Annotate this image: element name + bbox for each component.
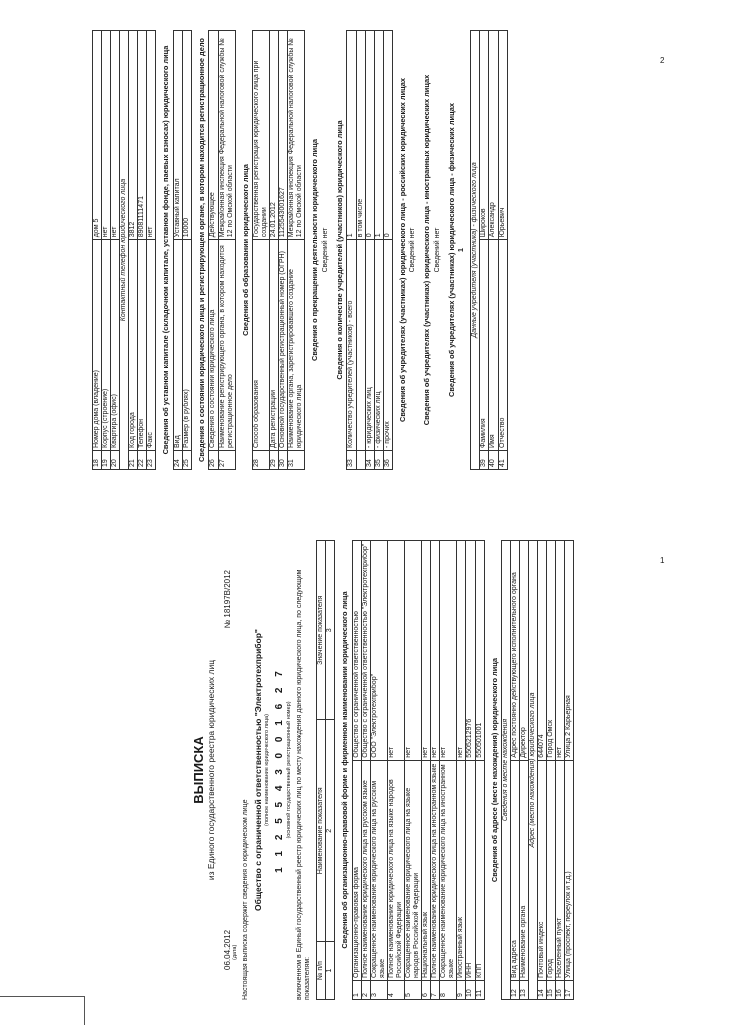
row-number: 3	[370, 981, 387, 1000]
row-value: нет	[422, 541, 431, 761]
row-name: Иностранный язык	[457, 760, 466, 980]
table-row	[370, 541, 387, 1000]
row-number: 25	[182, 451, 191, 470]
table-row	[457, 541, 466, 1000]
row-number: 20	[111, 451, 120, 470]
table-row	[279, 31, 288, 470]
row-name: Полное наименование юридического лица на русском языке	[361, 760, 370, 980]
table-row	[347, 31, 356, 470]
table-row	[511, 541, 520, 1000]
row-name: Вид	[173, 240, 182, 451]
ogrn-caption: (основной государственный регистрационный номер)	[285, 701, 292, 839]
row-name: Имя	[489, 240, 498, 451]
row-name: Наименование органа	[520, 760, 529, 980]
section-title: Сведения об организационно-правовой форме и фирменном наименовании юридического лица	[340, 591, 350, 949]
row-name: Национальный язык	[422, 760, 431, 980]
row-number: 30	[279, 451, 288, 470]
row-value: нет	[457, 541, 466, 761]
subheader-text: Данные учредителя (участника) - физического лица	[471, 31, 480, 470]
row-value: 644074	[538, 541, 547, 761]
table-row	[405, 541, 422, 1000]
row-value: нет	[102, 31, 111, 240]
section-title: Сведения об учредителях (участниках) юридического лица - российских юридических лицах	[397, 78, 407, 423]
table-row	[431, 541, 440, 1000]
col-num-header: № п/п	[317, 942, 326, 1000]
row-number: 15	[547, 981, 556, 1000]
row-value: нет	[556, 541, 565, 761]
row-value: 0	[365, 31, 374, 240]
col-index-2: 2	[326, 720, 335, 942]
row-value: в том числе	[356, 31, 365, 240]
row-value: Действующее	[209, 31, 218, 240]
row-number: 36	[383, 451, 392, 470]
row-name: Населенный пункт	[556, 760, 565, 980]
page-number-right: 2	[660, 56, 665, 65]
row-value: нет	[111, 31, 120, 240]
row-value: 89081111471	[138, 31, 147, 240]
row-number: 10	[466, 981, 475, 1000]
table-row	[352, 541, 361, 1000]
issue-date: 06.04.2012	[222, 929, 232, 970]
col-name-header: Наименование показателя	[317, 720, 326, 942]
row-number: 21	[129, 451, 138, 470]
table-row	[374, 31, 383, 470]
row-number: 12	[511, 981, 520, 1000]
row-number: 29	[270, 451, 279, 470]
no-data-text: Сведений нет	[433, 227, 441, 273]
capital-table	[173, 30, 192, 470]
address-table-a	[501, 540, 574, 1000]
row-name: Сокращенное наименование юридического лица на русском языке	[370, 760, 387, 980]
table-row	[129, 31, 138, 470]
row-value: 550501001	[475, 541, 484, 761]
row-name: Корпус (строение)	[102, 240, 111, 451]
row-value: ООО "Электротехприбор"	[370, 541, 387, 761]
row-number: 11	[475, 981, 484, 1000]
row-name: Сведения о состоянии юридического лица	[209, 240, 218, 451]
row-name: Организационно-правовая форма	[352, 760, 361, 980]
section-title: Сведения о количестве учредителей (участников) юридического лица	[334, 120, 344, 380]
document-subtitle: из Единого государственного реестра юридических лиц	[205, 659, 216, 881]
row-number: 4	[388, 981, 405, 1000]
creation-table	[252, 30, 305, 470]
table-row	[218, 31, 235, 470]
row-name: Телефон	[138, 240, 147, 451]
row-value: Уставный капитал	[173, 31, 182, 240]
table-row	[270, 31, 279, 470]
section-title: Сведения о состоянии юридического лица и регистрирующем органе, в котором находится регистрационное дело	[196, 38, 206, 462]
table-row	[520, 541, 529, 1000]
row-number: 19	[102, 451, 111, 470]
row-value: Александр	[489, 31, 498, 240]
row-number: 22	[138, 451, 147, 470]
table-row	[173, 31, 182, 470]
row-number: 31	[288, 451, 305, 470]
row-value: нет	[147, 31, 156, 240]
page-corner-box	[0, 996, 85, 1025]
section-title: Сведения об адресе (месте нахождения) юридического лица	[489, 657, 499, 883]
column-header-table	[316, 540, 335, 1000]
row-name: Код города	[129, 240, 138, 451]
no-data-text: Сведений нет	[409, 227, 417, 273]
row-number: 40	[489, 451, 498, 470]
row-number: 39	[480, 451, 489, 470]
col-index-1: 1	[326, 942, 335, 1000]
row-value: Государственная регистрация юридического лица при создании	[253, 31, 270, 240]
row-name: Номер дома (владение)	[93, 240, 102, 451]
row-value: Директор	[520, 541, 529, 761]
row-value: 5505212976	[466, 541, 475, 761]
row-name: Наименование органа, зарегистрировавшего создание юридического лица	[288, 240, 305, 451]
row-value: Город Омск	[547, 541, 556, 761]
table-row	[565, 541, 574, 1000]
row-value: 0	[383, 31, 392, 240]
company-name: Общество с ограниченной ответственностью "Электротехприбор"	[253, 629, 264, 911]
row-number: 17	[565, 981, 574, 1000]
row-name: Размер (в рублях)	[182, 240, 191, 451]
no-data-text: Сведений нет	[321, 227, 329, 273]
table-row	[556, 541, 565, 1000]
row-value: Общество с ограниченной ответственностью "Электротехприбор"	[361, 541, 370, 761]
table-row	[480, 31, 489, 470]
row-number: 2	[361, 981, 370, 1000]
row-name: Город	[547, 760, 556, 980]
row-number: 18	[93, 451, 102, 470]
row-value: Межрайонная инспекция Федеральной налоговой службы № 12 по Омской области	[218, 31, 235, 240]
table-subheader	[502, 541, 511, 1000]
row-number: 5	[405, 981, 422, 1000]
table-row	[466, 541, 475, 1000]
row-number: 41	[498, 451, 507, 470]
date-caption: (дата)	[231, 944, 238, 960]
section-title: Сведения об уставном капитале (складочном капитале, уставном фонде, паевых взносах) юридического лица	[161, 45, 171, 455]
row-value: нет	[388, 541, 405, 761]
row-number: 9	[457, 981, 466, 1000]
table-row	[475, 541, 484, 1000]
row-number: 28	[253, 451, 270, 470]
row-value: 10000	[182, 31, 191, 240]
row-number: 23	[147, 451, 156, 470]
table-subheader	[529, 541, 538, 1000]
table-row	[361, 541, 370, 1000]
row-value: 1125543001627	[279, 31, 288, 240]
table-row	[383, 31, 392, 470]
date-number-row	[223, 540, 232, 1000]
row-name: Основной государственный регистрационный номер (ОГРН)	[279, 240, 288, 451]
row-value: 1	[374, 31, 383, 240]
row-number: 16	[556, 981, 565, 1000]
row-number: 27	[218, 451, 235, 470]
row-number: 33	[347, 451, 356, 470]
row-number: 34	[365, 451, 374, 470]
table-row	[209, 31, 218, 470]
row-name: - прочих	[383, 240, 392, 451]
table-row	[147, 31, 156, 470]
row-name: Дата регистрации	[270, 240, 279, 451]
row-number: 14	[538, 981, 547, 1000]
row-value: 3812	[129, 31, 138, 240]
table-row	[538, 541, 547, 1000]
row-number: 7	[431, 981, 440, 1000]
row-name: Почтовый индекс	[538, 760, 547, 980]
founder-count-table	[346, 30, 392, 470]
row-name: Способ образования	[253, 240, 270, 451]
section-title: Сведения об учредителях (участниках) юридического лица - иностранных юридических лицах	[422, 74, 432, 426]
row-name: Наименование регистрирующего органа, в котором находится регистрационное дело	[218, 240, 235, 451]
subheader-text: Контактный телефон юридического лица	[120, 31, 129, 470]
table-subheader	[471, 31, 480, 470]
table-row	[93, 31, 102, 470]
row-name: Количество учредителей (участников) - всего	[347, 240, 356, 451]
section-title: Сведения о прекращении деятельности юридического лица	[310, 139, 320, 361]
table-subheader	[120, 31, 129, 470]
row-value: Адрес постоянно действующего исполнительного органа	[511, 541, 520, 761]
row-number: 13	[520, 981, 529, 1000]
row-name: Фамилия	[480, 240, 489, 451]
row-name: - юридических лиц	[365, 240, 374, 451]
page-number-left: 1	[660, 556, 665, 565]
row-value: дом 5	[93, 31, 102, 240]
row-value: Общество с ограниченной ответственностью	[352, 541, 361, 761]
table-row	[182, 31, 191, 470]
table-row	[102, 31, 111, 470]
table-row	[547, 541, 556, 1000]
company-caption: (полное наименование юридического лица)	[264, 714, 271, 826]
row-number: 35	[374, 451, 383, 470]
founder-index: 1	[458, 248, 466, 252]
row-value: нет	[431, 541, 440, 761]
extract-number: № 18197В/2012	[222, 570, 232, 629]
row-name: Полное наименование юридического лица на языке народов Российской Федерации	[388, 760, 405, 980]
document-title: ВЫПИСКА	[191, 736, 206, 804]
subheader-text: Сведения о месте нахождения	[502, 541, 511, 1000]
row-name: Полное наименование юридического лица на иностранном языке	[431, 760, 440, 980]
row-number: 24	[173, 451, 182, 470]
state-table	[208, 30, 235, 470]
col-value-header: Значение показателя	[317, 541, 326, 720]
section-title: Сведения об образовании юридического лица	[240, 164, 250, 336]
person-founder-table	[470, 30, 507, 470]
table-row	[288, 31, 305, 470]
row-value: Улица 2 Карьерная	[565, 541, 574, 761]
row-value: 24.01.2012	[270, 31, 279, 240]
row-name: ИНН	[466, 760, 475, 980]
col-index-3: 3	[326, 541, 335, 720]
section-title: Сведения об учредителях (участниках) юридического лица - физических лицах	[446, 103, 456, 397]
table-row	[489, 31, 498, 470]
row-value: нет	[440, 541, 457, 761]
row-value: нет	[405, 541, 422, 761]
row-name: Вид адреса	[511, 760, 520, 980]
table-row	[253, 31, 270, 470]
row-value: Широков	[480, 31, 489, 240]
table-row	[111, 31, 120, 470]
row-name	[356, 240, 365, 451]
row-name: Сокращенное наименование юридического лица на иностранном языке	[440, 760, 457, 980]
page-two	[92, 30, 652, 470]
intro-text: Настоящая выписка содержит сведения о юридическом лице	[242, 799, 250, 1000]
row-name: - физических лиц	[374, 240, 383, 451]
table-row	[388, 541, 405, 1000]
page-one	[186, 540, 573, 1000]
table-row	[356, 31, 365, 470]
row-value: Межрайонная инспекция Федеральной налоговой службы № 12 по Омской области	[288, 31, 305, 240]
included-text: включенном в Единый государственный реестр юридических лиц по месту нахождения данного юридического лица, по следующим показателям:	[296, 569, 312, 1000]
table-row	[138, 31, 147, 470]
address-table-b	[92, 30, 156, 470]
row-name: Квартира (офис)	[111, 240, 120, 451]
row-value: Юрьевич	[498, 31, 507, 240]
row-number: 26	[209, 451, 218, 470]
row-name: Сокращенное наименование юридического лица на языке народов Российской Федерации	[405, 760, 422, 980]
ogrn-number: 1 1 2 5 5 4 3 0 0 1 6 2 7	[274, 667, 286, 873]
row-number	[356, 451, 365, 470]
row-name: КПП	[475, 760, 484, 980]
row-number: 1	[352, 981, 361, 1000]
row-number: 6	[422, 981, 431, 1000]
org-form-table	[352, 540, 485, 1000]
table-row	[440, 541, 457, 1000]
row-value: 1	[347, 31, 356, 240]
table-row	[365, 31, 374, 470]
table-row	[422, 541, 431, 1000]
row-number: 8	[440, 981, 457, 1000]
table-row	[498, 31, 507, 470]
subheader-text: Адрес (место нахождения) юридического лица	[529, 541, 538, 1000]
row-name: Улица (проспект, переулок и т.д.)	[565, 760, 574, 980]
row-name: Факс	[147, 240, 156, 451]
row-name: Отчество	[498, 240, 507, 451]
